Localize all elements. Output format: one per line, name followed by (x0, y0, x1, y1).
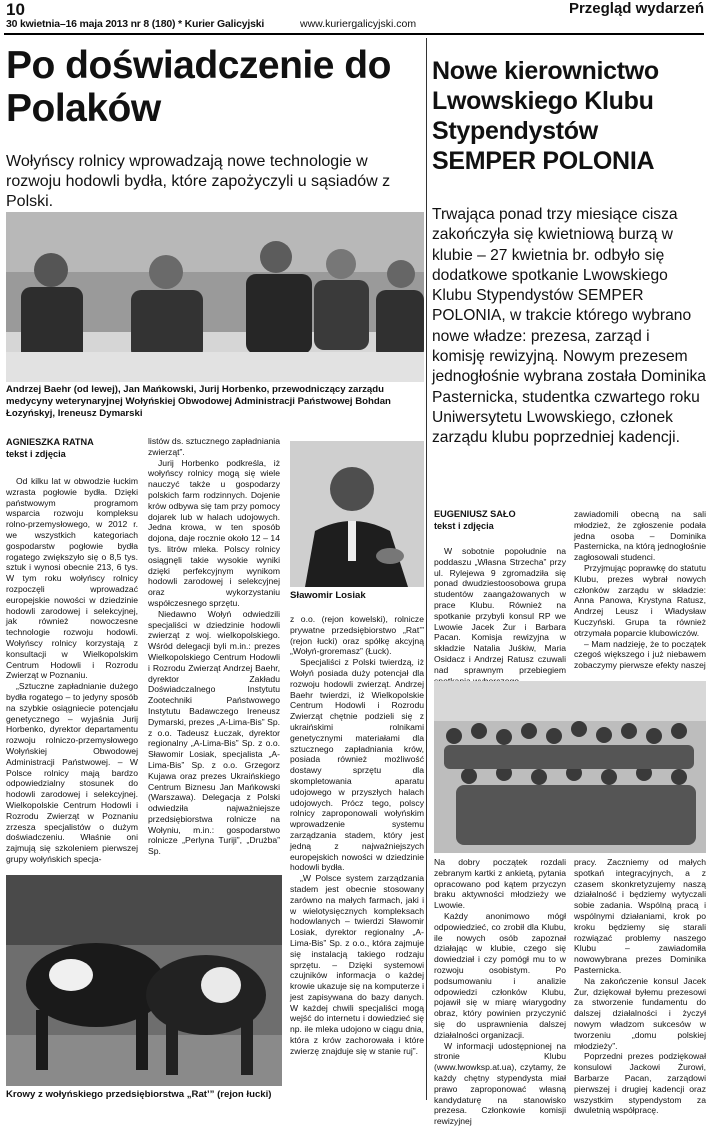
left-col-2: listów ds. sztucznego zapładniania zwierząt”. Jurij Horbenko podkreśla, iż wołyńscy rolnicy mogą się wiele nauczyć także u gospodarzy polskich farm rodzinnych. Dojenie krów odbywa się tam przy pomocy dojarek lub w halach udojowych. Jedna krowa, w ten sposób dojona, daje rocznie około 12 – 14 tys. litrów mleka. Polscy rolnicy osiągnęli takie wysokie wyniki dzięki perfekcyjnym wynikom hodowli zarodowej i selekcyjnej oraz wykorzystaniu współczesnego sprzętu. Niedawno Wołyń odwiedzili specjaliści w dziedzinie hodowli zwierząt z woj. wielkopolskiego. Wśród delegacji byli m.in.: prezes Wielkopolskiego Centrum Hodowli i Rozrodu Zwierząt Andrzej Baehr, dyrektor Zakładu Doświadczalnego Instytutu Zootechniki Państwowego Instytutu Badawczego Ireneusz Dymarski, prezes „A-Lima-Bis” Sp. z o.o. Tadeusz Łuczak, dyrektor regionalny „A-Lima-Bis” Sp. z o.o. Sławomir Losiak, specjalista „A-Lima-Bis” Sp. z o.o. Grzegorz Kujawa oraz prezes Ukraińskiego Centrum Biznesu Jan Mańkowski (Warszawa). Delegacja z Polski odwiedziła najważniejsze przedsiębiorstwa rolnicze na Wołyniu, m.in.: gospodarstwo rolnicze „Perlyna Turiji”, „Drużba” Sp. (148, 436, 280, 857)
right-col-1: W sobotnie popołudnie na poddaszu „Własna Strzecha” przy ul. Rylejewa 9 zgromadziła się ponad dwudziestoosobowa grupa studentów zaangażowanych w prace Klubu. Również na spotkanie przybyli konsul RP we Lwowie Jacek Żur i Barbara Pacan. Komisja rewizyjna w składzie Natalia Juśkiw, Maria Osidacz i Andrzej Ratusz czuwali nad sprawnym przebiegiem (434, 546, 566, 675)
right-col-1-lower: Na dobry początek rozdali zebranym kartki z ankietą, pytania opracowano pod kątem przyczyn braku aktywności młodzieży we Lwowie. Każdy anonimowo mógł odpowiedzieć, co zrobił dla Klubu, ile nowych osób zapoznał działając w klubie, czego się dowiedział i czy pomógł mu to w rozwoju osobistym. Po podsumowaniu i analizie odpowiedzi członków Klubu, pojawił się w miarę wiarygodny obraz, który powinien przyczynić się do usprawnienia dalszej działalności organizacji. W informacji udostępnionej na stronie Klubu (www.lwowksp.at.ua), czytamy, że każdy chętny stypendysta miał prawo zaproponować własną kandydaturę na stanowisko prezesa. Członkowie komisji rewizyjnej (434, 857, 566, 1127)
left-article-title: Po doświadczenie do Polaków (6, 44, 391, 130)
right-col-2-lower: pracy. Zaczniemy od małych spotkań integracyjnych, a z czasem skonkretyzujemy naszą działalność i będziemy wytyczali sobie zadania. Wspólną pracą i wspólnymi działaniami, krok po kroku będziemy się starali rozwiązać problemy naszego Klubu – zawiadomiła nowowybrana prezes Dominika Pasternicka. Na zakończenie konsul Jacek Żur, dziękował byłemu prezesowi za stworzenie fundamentu do dalszej działalności i życzył nowym władzom sukcesów w tworzeniu „domu polskiej młodzieży”. Poprzedni prezes podziękował konsulowi Jackowi Żurowi, Barbarze Pacan, zarządowi pierwszej i drugiej kadencji oraz wszystkim stypendystom za dwuletnią współpracę. (574, 857, 706, 1116)
left-byline (6, 436, 138, 460)
photo-portrait-caption: Sławomir Losiak (290, 590, 366, 601)
page-number: 10 (6, 0, 25, 19)
header-rule (4, 33, 704, 35)
right-article-deck: Trwająca ponad trzy miesiące cisza zakończyła się kwietniową burzą w klubie – 27 kwietnia br. odbyło się dodatkowe spotkanie Lwowskiego Klubu Stypendystów SEMPER POLONIA, w trakcie którego wybrano nowe władze: prezesa, zarząd i komisję rewizyjną. Nowym prezesem jednogłośnie wybrana została Dominika Pasternicka, studentka czwartego roku Uniwersytetu Lwowskiego, członek zarządu klubu poprzedniej kadencji. (432, 206, 706, 447)
left-col-1: Od kilku lat w obwodzie łuckim wzrasta pogłowie bydła. Dzięki państwowym programom wsparcia rozwoju kompleksu rolno-przemysłowego, w 2012 r. we wszystkich kategoriach gospodarstw pogłowie bydła rogatego zwiększyło się o 8,5 tys. sztuk i wynosi obecnie 213, 6 tys. W tym roku wołyńscy rolnicy rozpoczęli wprowadzać europejskie nowości w dziedzinie hodowli zarodowej i selekcyjnej, jak również nowoczesne technologie rozwoju hodowli. Wołyńscy rolnicy korzystają z konsultacji w Wielkopolskim Centrum Hodowli i Rozrodu Zwierząt w Poznaniu. „Sztuczne zapładnianie dużego bydła rogatego – to jedyny sposób na szybkie osiągniecie potencjału genetycznego – wyjaśnia Jurij Horbenko, dyrektor departamentu rozwoju rolniczo-przemysłowego Wołyńskiej Obwodowej Administracji Państwowej. – W Polsce rolnicy mają bardzo odpowiedzialny stosunek do hodowli zarodowej i selekcyjnej. Wielkopolskie Centrum Hodowli i Rozrodu Zwierząt w Poznaniu zrzesza specjalistów o dużym doświadczeniu. Właśnie oni zajmują się szkoleniem pierwszej grupy wołyńskich specja- (6, 476, 138, 864)
right-col-2: zawiadomili obecną na sali młodzież, że zgłoszenie podała jedna osoba – Dominika Pasternicka, na którą jednogłośnie zagłosowali studenci. Przyjmując poprawkę do statutu Klubu, prezes wybrał nowych członków zarządu w składzie: Anna Panowa, Krystyna Ratusz, Andrzej Leusz i Władysław Kuczyński. Grupa ta również otrzymała poparcie klubowiczów. – Mam nadzieję, że to początek czegoś większego i już niebawem zobaczymy pierwsze efekty naszej (574, 509, 706, 671)
photo-group (434, 681, 706, 853)
left-byline-role: tekst i zdjęcia (6, 449, 66, 459)
photo-cows-caption: Krowy z wołyńskiego przedsiębiorstwa „Rat’” (rejon łucki) (6, 1089, 272, 1100)
issue-line: 30 kwietnia–16 maja 2013 nr 8 (180) * Kurier Galicyjski (6, 18, 265, 30)
photo-portrait (290, 441, 424, 587)
right-byline (434, 508, 566, 532)
photo-conference (6, 212, 424, 382)
left-col-3: z o.o. (rejon kowelski), rolnicze prywatne przedsiębiorstwo „Rat’” (rejon łucki) oraz spółkę akcyjną „Wołyń-groremasz” (Łuck). Specjaliści z Polski twierdzą, iż Wołyń posiada duży potencjał dla rozwoju hodowli zwierząt. Andrzej Baehr twierdzi, iż Wielkopolskie Centrum Hodowli i Rozrodu Zwierząt chętnie podzieli się z ukraińskimi rolnikami genetycznymi materiałami dla sztucznego zapładniania krów, posiada również możliwość dostawy sprzętu dla skompletowania aparatu udojowego w przyszłych halach udojowych. Prócz tego, polscy rolnicy zaproponowali wołyńskim wprowadzenie systemu zarządzania stadem, który jest jedną z najważniejszych europejskich nowości w dziedzinie hodowli bydła. „W Polsce system zarządzania stadem jest obecnie stosowany zarówno na małych farmach, jaki i w wielotysięcznych kompleksach hodowlanych – twierdzi Sławomir Losiak, dyrektor regionalny „A-Lima-Bis” Sp. z o.o., która zajmuje się instalacją takiego rodzaju sprzętu. – Dzięki systemowi czujników informacja o każdej krowie ukazuje się na komputerze i jest zapisywana do bazy danych. W każdej chwili specjaliści mogą wejść do internetu i dowiedzieć się np. ile mleka udojono w ciągu dnia, która z krów zachorowała i które zwierzę znajduje się w stanie ruj”. (290, 614, 424, 1056)
left-byline-author: AGNIESZKA RATNA (6, 437, 94, 447)
right-article-title: Nowe kierownictwo Lwowskiego Klubu Stypendystów SEMPER POLONIA (432, 57, 659, 175)
photo-conference-caption: Andrzej Baehr (od lewej), Jan Mańkowski, Jurij Horbenko, przewodniczący zarządu medycyny weterynaryjnej Wołyńskiej Obwodowej Administracji Państwowej Bohdan Łozyńskyj, Ireneusz Dymarski (6, 384, 391, 419)
photo-cows (6, 875, 282, 1086)
right-byline-author: EUGENIUSZ SAŁO (434, 509, 516, 519)
left-article-deck: Wołyńscy rolnicy wprowadzają nowe technologie w rozwoju hodowli bydła, które zapożyczyli u sąsiadów z Polski. (6, 153, 391, 210)
site-url[interactable]: www.kuriergalicyjski.com (300, 18, 417, 30)
column-divider (426, 38, 427, 1100)
section-title: Przegląd wydarzeń (568, 0, 704, 17)
right-byline-role: tekst i zdjęcia (434, 521, 494, 531)
